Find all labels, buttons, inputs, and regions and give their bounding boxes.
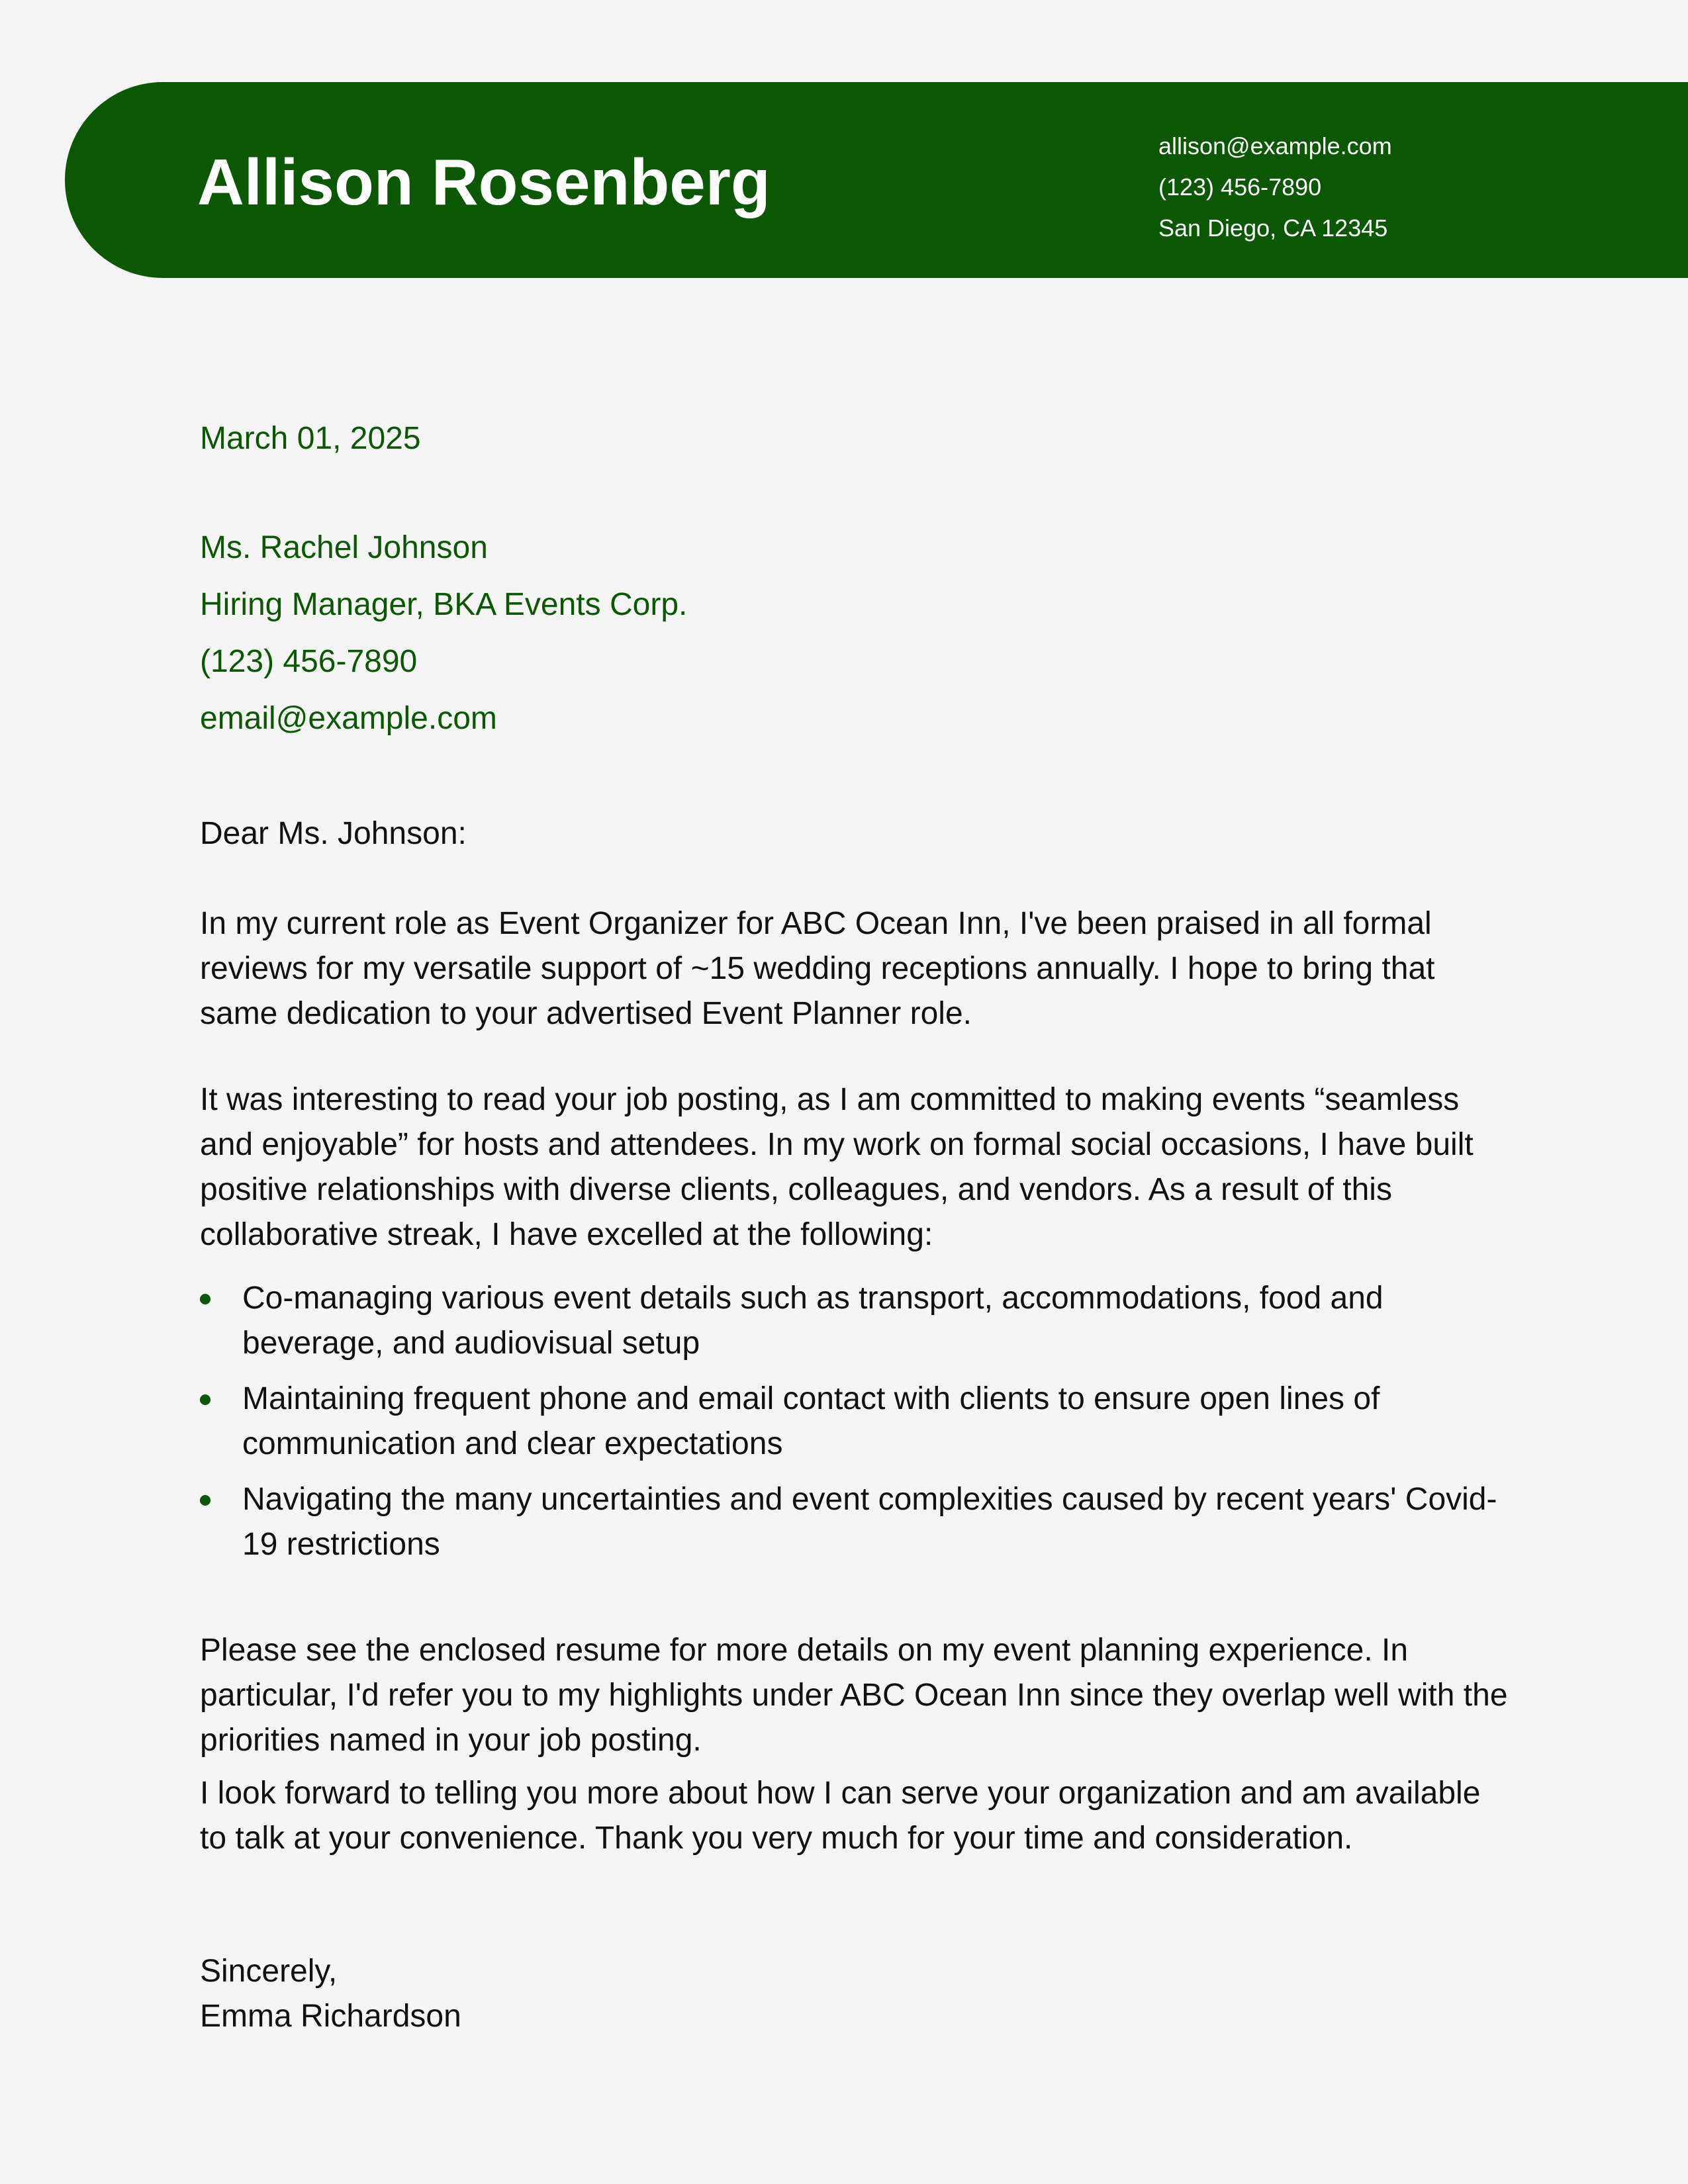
letter-date: March 01, 2025 <box>200 421 421 456</box>
list-item <box>200 1377 1511 1467</box>
list-item <box>200 1276 1511 1366</box>
sender-email: allison@example.com <box>1158 132 1392 159</box>
signoff: Sincerely, <box>200 1954 338 1989</box>
paragraph-experience: It was interesting to read your job posting, as I am committed to making events “seamless and enjoyable” for hosts and attendees. In my work on formal social occasions, I have built positive relationships with diverse clients, colleagues, and vendors. As a result of this collaborative streak, I have excelled at the following: <box>200 1082 1474 1252</box>
bullet-icon <box>200 1394 211 1405</box>
recipient-email: email@example.com <box>200 701 497 736</box>
closing-block <box>200 1949 1511 2039</box>
paragraph-closing: I look forward to telling you more about how I can serve your organization and am available to talk at your convenience. Thank you very much for your time and consideration. <box>200 1776 1481 1856</box>
list-item-text: Navigating the many uncertainties and event complexities caused by recent years' Covid-19 restrictions <box>242 1482 1497 1562</box>
paragraph-intro: In my current role as Event Organizer for ABC Ocean Inn, I've been praised in all formal reviews for my versatile support of ~15 wedding receptions annually. I hope to bring that same dedication to your advertised Event Planner role. <box>200 906 1435 1031</box>
salutation: Dear Ms. Johnson: <box>200 816 467 851</box>
list-item-text: Co-managing various event details such as transport, accommodations, food and beverage, and audiovisual setup <box>242 1281 1383 1361</box>
sender-phone: (123) 456-7890 <box>1158 173 1322 201</box>
sender-name: Allison Rosenberg <box>197 146 771 218</box>
sender-location: San Diego, CA 12345 <box>1158 214 1388 242</box>
sender-contact <box>1158 126 1392 249</box>
recipient-phone: (123) 456-7890 <box>200 644 418 679</box>
paragraph-resume: Please see the enclosed resume for more details on my event planning experience. In particular, I'd refer you to my highlights under ABC Ocean Inn since they overlap well with the priorities named in your job posting. <box>200 1633 1508 1758</box>
bullet-icon <box>200 1294 211 1304</box>
recipient-name: Ms. Rachel Johnson <box>200 530 488 565</box>
list-item <box>200 1477 1511 1567</box>
recipient-title: Hiring Manager, BKA Events Corp. <box>200 587 688 622</box>
achievement-list <box>200 1276 1511 1578</box>
recipient-block <box>200 520 687 747</box>
signature: Emma Richardson <box>200 1999 461 2034</box>
list-item-text: Maintaining frequent phone and email contact with clients to ensure open lines of communication and clear expectations <box>242 1381 1380 1461</box>
bullet-icon <box>200 1495 211 1506</box>
